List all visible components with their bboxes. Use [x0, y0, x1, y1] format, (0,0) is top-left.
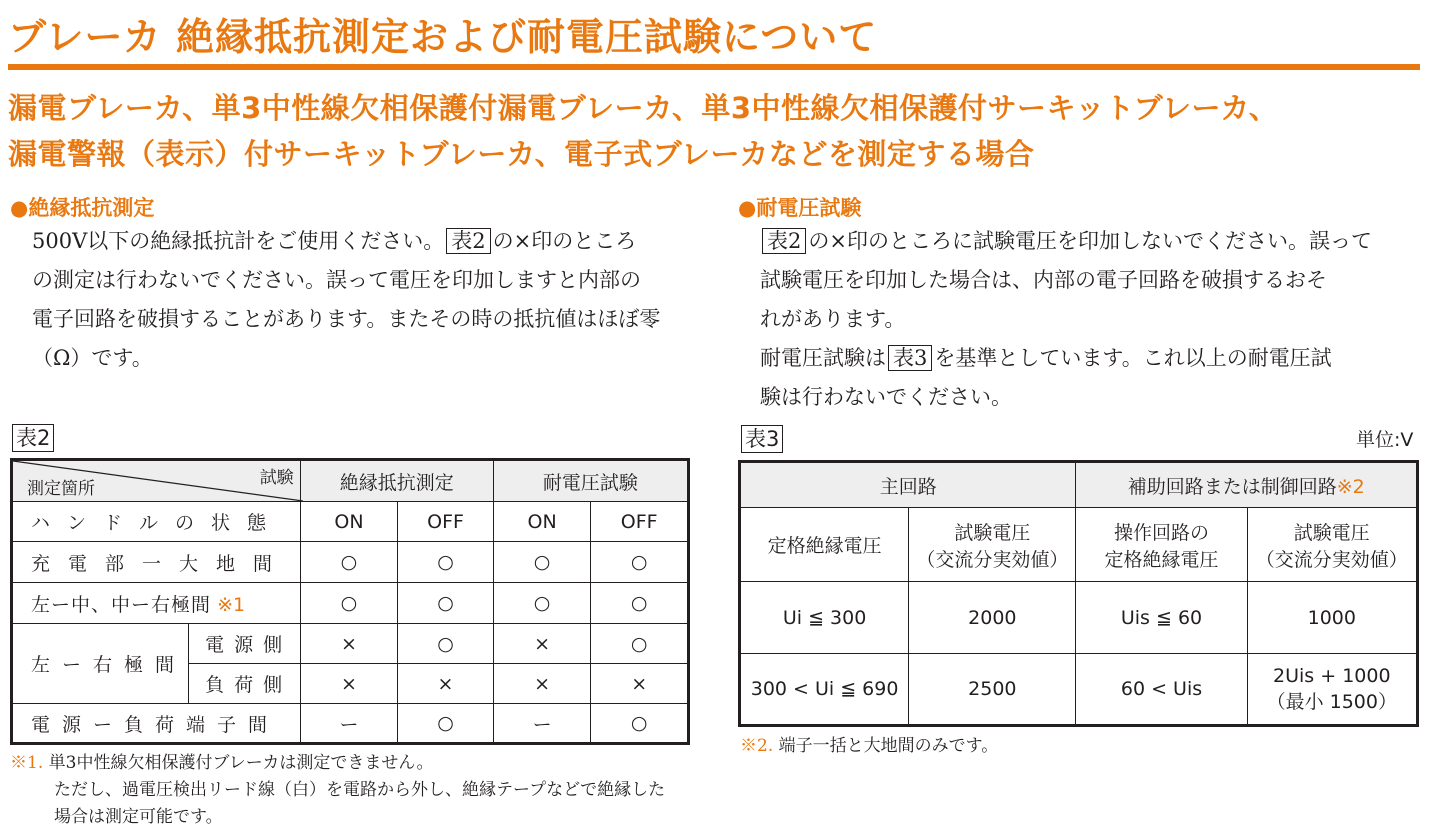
subheader-op-line2: 定格絶縁電圧 — [1104, 548, 1219, 571]
cell: ○ — [591, 704, 689, 744]
insulation-line-1 — [32, 222, 660, 261]
withstand-line-2: 試験電圧を印加した場合は、内部の電子回路を破損するおそ — [760, 268, 1327, 292]
note-1-line-1 — [10, 750, 665, 777]
page-title: ブレーカ 絶縁抵抗測定および耐電圧試験について — [8, 15, 878, 59]
withstand-text-1: の×印のところに試験電圧を印加しないでください。誤って — [808, 229, 1372, 253]
insulation-text-2: の×印のところ — [492, 229, 637, 253]
cell: ○ — [493, 583, 591, 624]
note-2-text: 端子一括と大地間のみです。 — [778, 736, 999, 756]
table-row — [12, 624, 689, 664]
table3-label: 表3 — [741, 425, 783, 453]
cell: 60 < Uis — [1076, 654, 1247, 726]
insulation-text-1: 500V以下の絶縁抵抗計をご使用ください。 — [32, 229, 445, 253]
header-aux-circuit — [1076, 462, 1418, 508]
subtitle-line-2: 漏電警報（表示）付サーキットブレーカ、電子式ブレーカなどを測定する場合 — [8, 137, 1035, 171]
cell: ○ — [591, 542, 689, 583]
cell: × — [493, 664, 591, 704]
withstand-text-4a: 耐電圧試験は — [760, 346, 886, 370]
cell: × — [591, 664, 689, 704]
table3 — [738, 460, 1419, 727]
note-1-mark: ※1. — [10, 753, 44, 773]
row2-label — [12, 583, 301, 624]
cell-off: OFF — [398, 502, 494, 542]
table3-header-row — [740, 462, 1418, 508]
cell: ○ — [398, 583, 494, 624]
withstand-paragraph — [760, 222, 1372, 417]
subtitle-line-1: 漏電ブレーカ、単3中性線欠相保護付漏電ブレーカ、単3中性線欠相保護付サーキットブレーカ、 — [8, 91, 1279, 125]
col-withstand: 耐電圧試験 — [493, 460, 688, 502]
table-row — [12, 704, 689, 744]
note-1-line-3: 場合は測定可能です。 — [54, 807, 223, 827]
row2-text: 左ー中、中ー右極間 — [31, 593, 212, 616]
cell: ○ — [398, 624, 494, 664]
col-insulation: 絶縁抵抗測定 — [300, 460, 493, 502]
table-row — [740, 654, 1418, 726]
row1-label — [12, 542, 301, 583]
row4-label — [12, 704, 301, 744]
row3a-label — [189, 624, 301, 664]
cell: ○ — [398, 704, 494, 744]
row3a-text: 電源側 — [205, 634, 293, 656]
row3-group-label — [12, 624, 189, 704]
table2 — [10, 458, 690, 745]
cell: × — [300, 664, 398, 704]
title-rule — [8, 64, 1420, 70]
cell: × — [300, 624, 398, 664]
row-handle-label — [12, 502, 301, 542]
note-1 — [10, 750, 665, 831]
insulation-heading: ●絶縁抵抗測定 — [10, 196, 155, 220]
row1-text: 充電部一大地間 — [31, 552, 291, 575]
cell: ○ — [300, 542, 398, 583]
row3b-text: 負荷側 — [205, 674, 293, 696]
table-row — [740, 582, 1418, 654]
subheader-test-voltage-line1: 試験電圧 — [954, 521, 1031, 544]
cell-on: ON — [300, 502, 398, 542]
corner-bottom-label: 測定箇所 — [27, 479, 95, 499]
subheader-test-voltage-aux — [1247, 508, 1417, 582]
table2-header-row — [12, 460, 689, 502]
corner-top-label: 試験 — [259, 468, 294, 488]
cell-on: ON — [493, 502, 591, 542]
subheader-rated-insulation: 定格絶縁電圧 — [740, 508, 909, 582]
cell-line2: （最小 1500） — [1266, 690, 1397, 713]
insulation-line-2: の測定は行わないでください。誤って電圧を印加しますと内部の — [32, 268, 641, 292]
unit-label: 単位:V — [1356, 429, 1414, 451]
row3-group-text: 左ー右極間 — [31, 654, 187, 676]
withstand-line-5: 験は行わないでください。 — [760, 385, 1012, 409]
note-2-mark: ※2. — [740, 736, 774, 756]
table2-ref: 表2 — [762, 228, 806, 254]
cell: Uis ≦ 60 — [1076, 582, 1247, 654]
cell: × — [398, 664, 494, 704]
insulation-paragraph — [32, 222, 660, 378]
cell: ー — [493, 704, 591, 744]
withstand-line-4 — [760, 339, 1372, 378]
cell: 1000 — [1247, 582, 1417, 654]
row3b-label — [189, 664, 301, 704]
note-1-line-2: ただし、過電圧検出リード線（白）を電路から外し、絶縁テープなどで絶縁した — [54, 780, 666, 800]
insulation-line-4: （Ω）です。 — [32, 346, 153, 370]
withstand-heading: ●耐電圧試験 — [738, 196, 862, 220]
cell: ○ — [300, 583, 398, 624]
cell: 300 < Ui ≦ 690 — [740, 654, 909, 726]
subheader-op-circuit — [1076, 508, 1247, 582]
row2-note: ※1 — [217, 593, 246, 616]
cell: Ui ≦ 300 — [740, 582, 909, 654]
cell: 2000 — [909, 582, 1076, 654]
insulation-line-3: 電子回路を破損することがあります。またその時の抵抗値はほぼ零 — [32, 307, 661, 331]
subheader-test-voltage — [909, 508, 1076, 582]
subheader-op-line1: 操作回路の — [1114, 521, 1210, 544]
table3-ref: 表3 — [888, 345, 932, 371]
cell: ○ — [591, 624, 689, 664]
cell: 2500 — [909, 654, 1076, 726]
cell — [1247, 654, 1417, 726]
cell: ○ — [398, 542, 494, 583]
table2-ref: 表2 — [446, 228, 490, 254]
withstand-text-4b: を基準としています。これ以上の耐電圧試 — [934, 346, 1332, 370]
cell: ○ — [493, 542, 591, 583]
cell-line1: 2Uis + 1000 — [1273, 664, 1391, 687]
table3-subheader-row — [740, 508, 1418, 582]
table2-corner-cell — [12, 460, 301, 502]
table-row — [12, 583, 689, 624]
withstand-line-1 — [760, 222, 1372, 261]
cell-off: OFF — [591, 502, 689, 542]
table-row — [12, 542, 689, 583]
header-aux-text: 補助回路または制御回路 — [1127, 475, 1337, 498]
withstand-line-3: れがあります。 — [760, 307, 906, 331]
header-aux-note: ※2 — [1336, 475, 1365, 498]
row-handle-text: ハンドルの状態 — [31, 512, 284, 534]
cell: ○ — [591, 583, 689, 624]
note-2 — [740, 733, 998, 760]
row4-text: 電源ー負荷端子間 — [31, 713, 280, 736]
note-1-text: 単3中性線欠相保護付ブレーカは測定できません。 — [48, 753, 434, 773]
cell: ー — [300, 704, 398, 744]
subheader-test-voltage-aux-line2: （交流分実効値） — [1255, 548, 1408, 571]
subheader-test-voltage-aux-line1: 試験電圧 — [1293, 521, 1370, 544]
subheader-test-voltage-line2: （交流分実効値） — [916, 548, 1069, 571]
table-row — [12, 502, 689, 542]
table2-label: 表2 — [12, 424, 54, 452]
header-main-circuit: 主回路 — [740, 462, 1076, 508]
cell: × — [493, 624, 591, 664]
